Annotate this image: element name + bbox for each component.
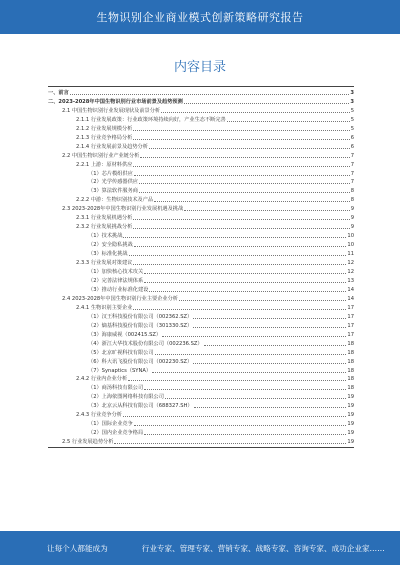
toc-entry-title: （1）加快核心技术攻关 <box>88 269 144 276</box>
toc-entry-page: 18 <box>347 385 354 392</box>
toc-entry-title: （1）汉王科技股份有限公司（002362.SZ） <box>88 313 193 320</box>
toc-entry-title: （7）Synaptics（SYNA） <box>88 367 152 374</box>
toc-entry[interactable] <box>48 132 354 141</box>
toc-entry-page: 19 <box>347 439 354 446</box>
toc-leader-dots <box>70 94 350 95</box>
toc-leader-dots <box>133 264 346 265</box>
toc-leader-dots <box>134 246 347 247</box>
toc-leader-dots <box>184 103 350 104</box>
toc-entry-page: 7 <box>350 161 354 168</box>
toc-entry-page: 12 <box>347 260 354 267</box>
toc-leader-dots <box>134 425 347 426</box>
footer-slogan: 让每个人都能成为 <box>47 543 108 553</box>
toc-entry[interactable] <box>48 347 354 356</box>
toc-entry-page: 19 <box>347 394 354 401</box>
toc-leader-dots <box>133 309 346 310</box>
toc-entry-page: 17 <box>347 304 354 311</box>
toc-entry-title: （2）上海依图网络科技有限公司 <box>88 394 164 401</box>
toc-leader-dots <box>133 166 349 167</box>
toc-entry[interactable] <box>48 105 354 114</box>
toc-entry-title: （1）技术挑战 <box>88 233 123 240</box>
toc-entry-title: 2.3.1 行业发展机遇分析 <box>76 215 133 222</box>
toc-entry-title: 2.1 中国生物识别行业发展现状及前景分析 <box>62 107 161 114</box>
toc-leader-dots <box>162 336 346 337</box>
toc-entry-title: 一、前言 <box>48 89 69 96</box>
toc-entry-page: 7 <box>350 152 354 159</box>
table-of-contents <box>48 87 354 445</box>
toc-entry[interactable] <box>48 114 354 123</box>
toc-entry-page: 7 <box>350 179 354 186</box>
toc-entry-page: 11 <box>347 251 354 258</box>
toc-entry[interactable] <box>48 374 354 383</box>
toc-entry-page: 19 <box>347 421 354 428</box>
toc-leader-dots <box>144 273 346 274</box>
toc-entry-page: 9 <box>350 215 354 222</box>
toc-entry[interactable] <box>48 436 354 445</box>
toc-entry[interactable] <box>48 248 354 257</box>
toc-entry-title: （4）浙江大华技术股份有限公司（002236.SZ） <box>88 340 203 347</box>
toc-entry[interactable] <box>48 221 354 230</box>
toc-entry-title: （2）光学传感器供应 <box>88 179 138 186</box>
toc-entry-title: 2.4.1 生物识别主要企业 <box>76 304 133 311</box>
toc-leader-dots <box>204 345 347 346</box>
toc-entry-title: （1）商汤科技有限公司 <box>88 385 144 392</box>
toc-entry-page: 18 <box>347 340 354 347</box>
toc-entry-page: 18 <box>347 376 354 383</box>
toc-leader-dots <box>194 407 347 408</box>
toc-entry-title: 2.1.4 行业发展前景及趋势分析 <box>76 143 148 150</box>
toc-entry[interactable] <box>48 302 354 311</box>
toc-entry[interactable] <box>48 96 354 105</box>
toc-entry-title: 2.2 中国生物识别行业产业链分析 <box>62 152 140 159</box>
toc-entry-page: 10 <box>347 242 354 249</box>
toc-leader-dots <box>140 157 349 158</box>
toc-entry-page: 14 <box>347 295 354 302</box>
toc-entry[interactable] <box>48 177 354 186</box>
toc-entry-page: 3 <box>350 89 354 96</box>
toc-entry[interactable] <box>48 275 354 284</box>
toc-leader-dots <box>144 434 346 435</box>
toc-entry-page: 12 <box>347 269 354 276</box>
toc-entry-page: 14 <box>347 286 354 293</box>
toc-entry-title: 2.1.3 行业竞争格局分析 <box>76 134 133 141</box>
toc-leader-dots <box>149 291 346 292</box>
toc-entry-page: 3 <box>350 98 354 105</box>
report-title: 生物识别企业商业模式创新策略研究报告 <box>96 11 304 24</box>
toc-entry-title: 2.3.2 行业发展挑战分析 <box>76 224 133 231</box>
toc-entry[interactable] <box>48 293 354 302</box>
toc-leader-dots <box>133 139 349 140</box>
toc-entry[interactable] <box>48 266 354 275</box>
toc-entry-page: 10 <box>347 233 354 240</box>
toc-entry-title: （3）北京云从科技有限公司（688327.SH） <box>88 403 193 410</box>
toc-entry-title: 2.3 2023-2028年中国生物识别行业发展机遇及挑战 <box>62 206 184 213</box>
toc-entry-page: 17 <box>347 322 354 329</box>
toc-entry-title: （2）完善法律法规体系 <box>88 277 144 284</box>
toc-leader-dots <box>193 327 346 328</box>
toc-leader-dots <box>193 363 346 364</box>
toc-entry-title: （6）科大讯飞股份有限公司（002230.SZ） <box>88 358 193 365</box>
toc-entry-page: 17 <box>347 331 354 338</box>
toc-leader-dots <box>128 380 346 381</box>
toc-entry[interactable] <box>48 400 354 409</box>
toc-leader-dots <box>139 192 350 193</box>
toc-entry-page: 8 <box>350 197 354 204</box>
toc-entry-page: 5 <box>350 125 354 132</box>
toc-entry-title: 2.4 2023-2028年中国生物识别行业主要企业分析 <box>62 295 178 302</box>
toc-entry-page: 7 <box>350 170 354 177</box>
toc-leader-dots <box>193 318 346 319</box>
toc-entry[interactable] <box>48 203 354 212</box>
toc-entry[interactable] <box>48 320 354 329</box>
toc-leader-dots <box>161 112 350 113</box>
toc-entry[interactable] <box>48 168 354 177</box>
toc-entry-title: 2.5 行业发展趋势分析 <box>62 439 114 446</box>
toc-entry-page: 19 <box>347 430 354 437</box>
toc-leader-dots <box>155 354 347 355</box>
toc-leader-dots <box>152 372 346 373</box>
toc-entry-title: 2.2.1 上游：原材料供应 <box>76 161 133 168</box>
toc-leader-dots <box>133 219 349 220</box>
toc-entry[interactable] <box>48 356 354 365</box>
toc-entry[interactable] <box>48 141 354 150</box>
toc-entry-page: 5 <box>350 107 354 114</box>
toc-entry[interactable] <box>48 239 354 248</box>
toc-entry[interactable] <box>48 418 354 427</box>
toc-entry-title: 2.4.2 行业内企业分析 <box>76 376 128 383</box>
toc-entry[interactable] <box>48 212 354 221</box>
toc-entry[interactable] <box>48 409 354 418</box>
toc-entry[interactable] <box>48 338 354 347</box>
toc-entry-title: （5）北京旷视科技有限公司 <box>88 349 154 356</box>
footer-tagline: 行业专家、管理专家、营销专家、战略专家、咨询专家、成功企业家…… <box>141 543 385 553</box>
toc-entry[interactable] <box>48 185 354 194</box>
toc-leader-dots <box>227 121 350 122</box>
toc-entry[interactable] <box>48 257 354 266</box>
toc-entry-page: 17 <box>347 313 354 320</box>
toc-leader-dots <box>154 201 350 202</box>
toc-heading: 内容目录 <box>173 60 226 75</box>
toc-entry-title: 2.2.2 中游：生物识别技术及产品 <box>76 197 154 204</box>
toc-entry-page: 9 <box>350 206 354 213</box>
toc-leader-dots <box>144 282 346 283</box>
toc-leader-dots <box>123 237 346 238</box>
toc-entry[interactable] <box>48 194 354 203</box>
toc-entry-title: （3）标准化挑战 <box>88 251 128 258</box>
toc-entry-title: 二、2023-2028年中国生物识别行业市场前景及趋势预测 <box>48 98 183 105</box>
toc-entry[interactable] <box>48 150 354 159</box>
toc-entry-page: 13 <box>347 277 354 284</box>
toc-entry-title: （1）芯片模组供应 <box>88 170 133 177</box>
toc-entry-title: （2）安全隐私挑战 <box>88 242 133 249</box>
toc-entry-title: （3）海康威视（002415.SZ） <box>88 331 162 338</box>
toc-entry[interactable] <box>48 159 354 168</box>
toc-leader-dots <box>165 398 346 399</box>
toc-entry[interactable] <box>48 365 354 374</box>
toc-leader-dots <box>133 228 349 229</box>
toc-leader-dots <box>133 130 349 131</box>
toc-leader-dots <box>129 255 347 256</box>
toc-entry-title: 2.4.3 行业竞争分析 <box>76 412 122 419</box>
toc-entry-title: （1）国际企业竞争 <box>88 421 133 428</box>
toc-entry[interactable] <box>48 123 354 132</box>
toc-entry[interactable] <box>48 427 354 436</box>
toc-entry-title: 2.3.3 行业发展对策建议 <box>76 260 133 267</box>
toc-leader-dots <box>149 148 350 149</box>
toc-leader-dots <box>144 389 346 390</box>
toc-entry-title: 2.1.1 行业发展政策：行业政策环境持续向好，产业生态不断完善 <box>76 116 226 123</box>
toc-entry[interactable] <box>48 230 354 239</box>
toc-entry-title: （2）熵基科技股份有限公司（301330.SZ） <box>88 322 193 329</box>
toc-entry-page: 18 <box>347 367 354 374</box>
page-header <box>0 0 400 34</box>
toc-leader-dots <box>179 300 346 301</box>
toc-entry-page: 5 <box>350 116 354 123</box>
toc-entry-title: 2.1.2 行业发展规模分析 <box>76 125 133 132</box>
toc-leader-dots <box>134 175 350 176</box>
toc-entry[interactable] <box>48 382 354 391</box>
toc-entry-page: 8 <box>350 188 354 195</box>
toc-entry-page: 18 <box>347 358 354 365</box>
toc-entry-page: 6 <box>350 134 354 141</box>
toc-entry-page: 9 <box>350 224 354 231</box>
toc-entry-page: 6 <box>350 143 354 150</box>
toc-entry-page: 19 <box>347 412 354 419</box>
toc-entry-title: （3）算法软件服务商 <box>88 188 138 195</box>
toc-entry-title: （3）推动行业标准化建设 <box>88 286 149 293</box>
toc-leader-dots <box>114 443 346 444</box>
toc-entry-page: 18 <box>347 349 354 356</box>
toc-entry[interactable] <box>48 329 354 338</box>
toc-entry[interactable] <box>48 284 354 293</box>
toc-entry-page: 19 <box>347 403 354 410</box>
toc-leader-dots <box>184 210 350 211</box>
toc-entry[interactable] <box>48 391 354 400</box>
toc-entry[interactable] <box>48 87 354 96</box>
toc-leader-dots <box>139 183 350 184</box>
toc-bottom-rule <box>48 447 354 448</box>
toc-leader-dots <box>123 416 346 417</box>
toc-entry[interactable] <box>48 311 354 320</box>
toc-entry-title: （2）国内企业竞争格局 <box>88 430 144 437</box>
page-footer <box>0 531 400 565</box>
